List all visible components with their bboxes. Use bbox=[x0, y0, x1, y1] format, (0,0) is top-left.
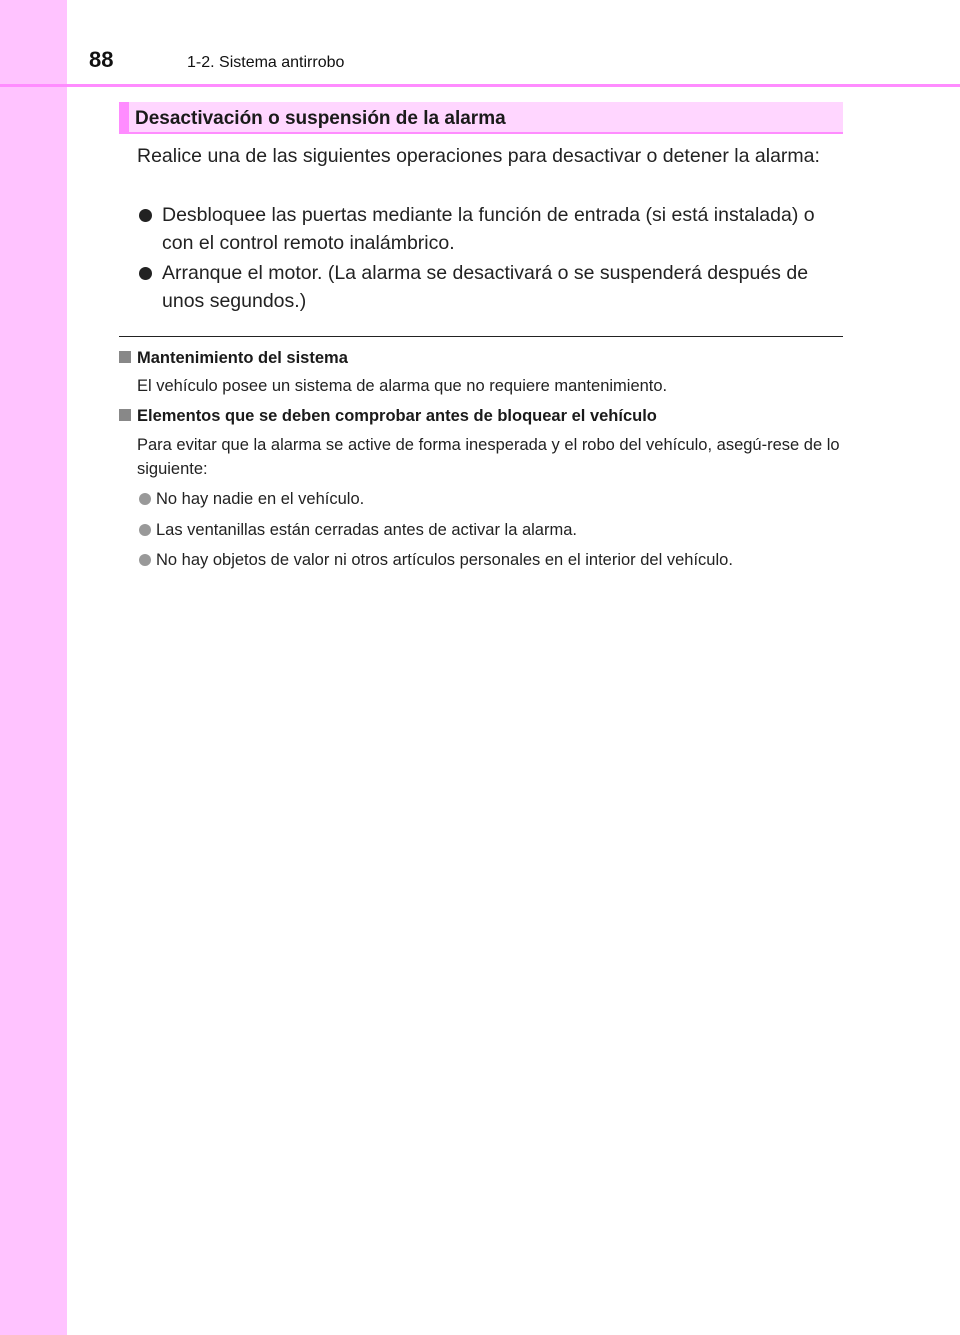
bullet-icon bbox=[139, 493, 151, 505]
square-bullet-icon bbox=[119, 351, 131, 363]
section-heading-bar bbox=[119, 102, 843, 134]
note-bullet-item bbox=[137, 518, 577, 542]
note-heading-text: Mantenimiento del sistema bbox=[137, 349, 348, 367]
section-intro: Realice una de las siguientes operaciones para desactivar o detener la alarma: bbox=[137, 145, 820, 167]
section-heading-underline bbox=[119, 132, 843, 134]
note-bullet-text: No hay objetos de valor ni otros artículos personales en el interior del vehículo. bbox=[156, 551, 733, 569]
note-heading bbox=[119, 349, 348, 368]
page-number: 88 bbox=[89, 47, 114, 72]
side-color-band bbox=[0, 0, 67, 1335]
chapter-title: 1-2. Sistema antirrobo bbox=[187, 54, 345, 71]
section-divider bbox=[119, 336, 843, 337]
note-bullet-text: No hay nadie en el vehículo. bbox=[156, 490, 365, 508]
operation-text: Desbloquee las puertas mediante la función de entrada (si está instalada) o con el control remoto inalámbrico. bbox=[162, 204, 815, 254]
operation-item bbox=[137, 201, 837, 257]
note-heading-text: Elementos que se deben comprobar antes de bloquear el vehículo bbox=[137, 407, 657, 425]
note-bullet-item bbox=[137, 487, 364, 511]
note-body: Para evitar que la alarma se active de forma inesperada y el robo del vehículo, asegú-rese de lo siguiente: bbox=[137, 436, 840, 478]
note-body: El vehículo posee un sistema de alarma que no requiere mantenimiento. bbox=[137, 377, 668, 395]
section-heading-accent bbox=[119, 102, 129, 134]
bullet-icon bbox=[139, 267, 152, 280]
section-title: Desactivación o suspensión de la alarma bbox=[135, 108, 506, 129]
operation-text: Arranque el motor. (La alarma se desactivará o se suspenderá después de unos segundos.) bbox=[162, 262, 809, 312]
header-rule bbox=[0, 84, 960, 87]
bullet-icon bbox=[139, 554, 151, 566]
bullet-icon bbox=[139, 209, 152, 222]
bullet-icon bbox=[139, 524, 151, 536]
note-bullet-item bbox=[137, 548, 733, 572]
note-heading bbox=[119, 407, 657, 426]
operation-item bbox=[137, 259, 837, 315]
square-bullet-icon bbox=[119, 409, 131, 421]
note-bullet-text: Las ventanillas están cerradas antes de activar la alarma. bbox=[156, 521, 577, 539]
